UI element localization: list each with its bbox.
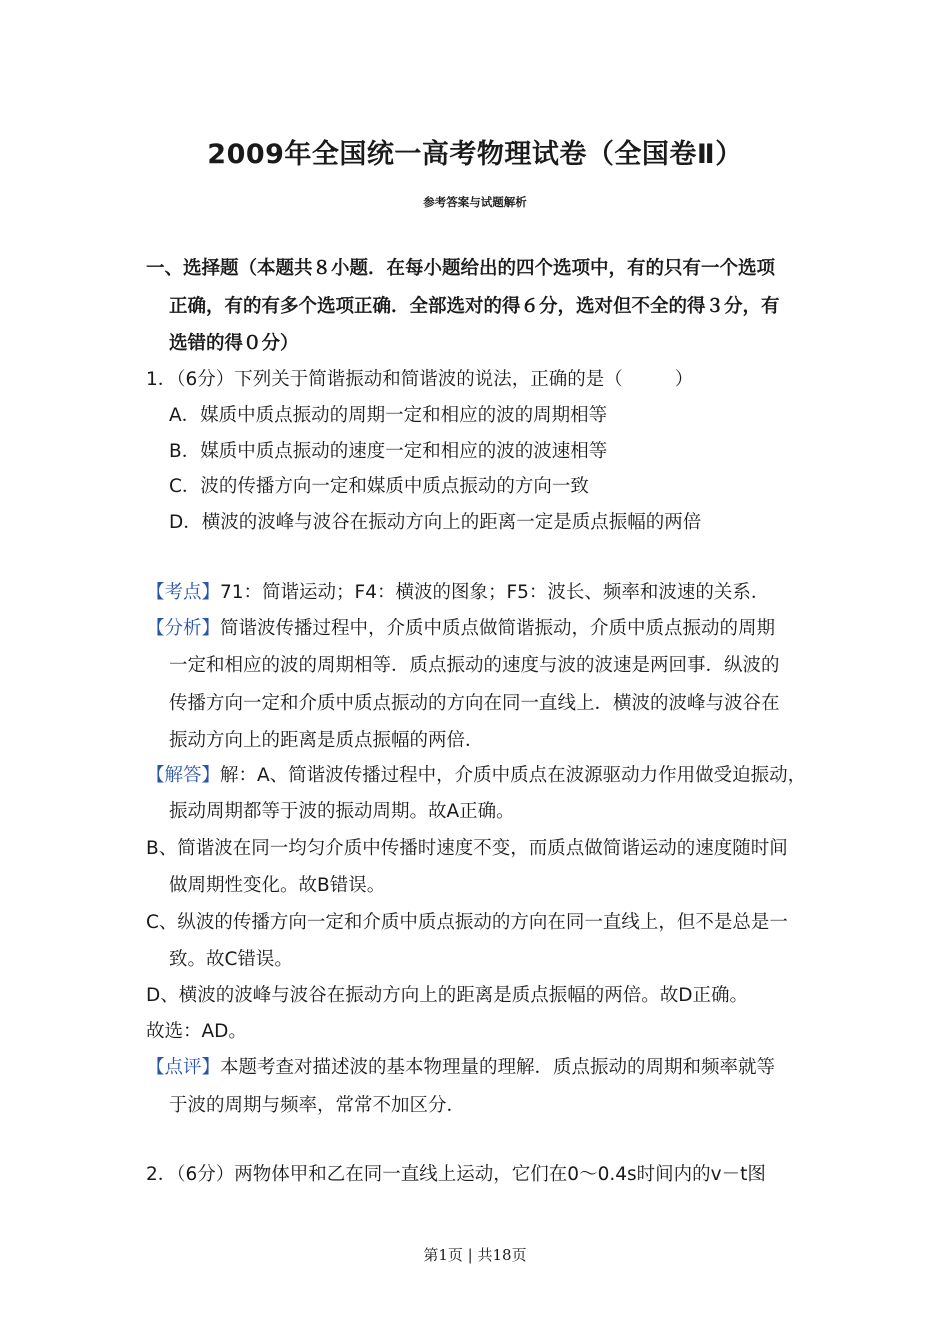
question-1-option-b: B．媒质中质点振动的速度一定和相应的波的波速相等 <box>169 441 608 462</box>
question-2-stem: 2．（6分）两物体甲和乙在同一直线上运动，它们在0～0.4s时间内的v－t图 <box>146 1164 766 1185</box>
jieda-line-5: C、纵波的传播方向一定和介质中质点振动的方向在同一直线上，但不是总是一 <box>146 912 788 933</box>
page-footer: 第1页 | 共18页 <box>423 1246 527 1264</box>
jieda-tag: 【解答】 <box>146 765 221 786</box>
dianping-line-1: 本题考查对描述波的基本物理量的理解．质点振动的周期和频率就等 <box>220 1057 776 1078</box>
question-1-option-c: C．波的传播方向一定和媒质中质点振动的方向一致 <box>169 476 589 497</box>
question-1-stem-text: 1．（6分）下列关于简谐振动和简谐波的说法，正确的是（ <box>146 369 623 390</box>
jieda-line-2: 振动周期都等于波的振动周期。故A正确。 <box>169 801 515 822</box>
jieda-line-4: 做周期性变化。故B错误。 <box>169 875 386 896</box>
dianping-row <box>146 1055 775 1081</box>
dianping-line-2: 于波的周期与频率，常常不加区分． <box>169 1095 466 1116</box>
fenxi-line-3: 传播方向一定和介质中质点振动的方向在同一直线上．横波的波峰与波谷在 <box>169 693 780 714</box>
fenxi-line-2: 一定和相应的波的周期相等．质点振动的速度与波的波速是两回事．纵波的 <box>169 655 780 676</box>
question-1-stem-close: ） <box>674 369 694 390</box>
section-heading-line-2: 正确，有的有多个选项正确．全部选对的得６分，选对但不全的得３分，有 <box>169 296 780 317</box>
fenxi-row <box>146 616 775 642</box>
jieda-line-7: D、横波的波峰与波谷在振动方向上的距离是质点振幅的两倍。故D正确。 <box>146 985 748 1006</box>
jieda-line-1: 解：A、简谐波传播过程中，介质中质点在波源驱动力作用做受迫振动， <box>220 765 807 786</box>
page-subtitle: 参考答案与试题解析 <box>423 195 527 209</box>
question-1-option-a: A．媒质中质点振动的周期一定和相应的波的周期相等 <box>169 405 608 426</box>
jieda-line-6: 致。故C错误。 <box>169 949 293 970</box>
fenxi-line-4: 振动方向上的距离是质点振幅的两倍． <box>169 730 484 751</box>
jieda-row <box>146 763 806 789</box>
kaodian-row <box>146 580 769 606</box>
kaodian-text: 71：简谐运动；F4：横波的图象；F5：波长、频率和波速的关系． <box>220 582 770 603</box>
section-heading-line-3: 选错的得０分） <box>169 333 299 354</box>
jieda-line-8: 故选：AD。 <box>146 1021 247 1042</box>
jieda-line-3: B、简谐波在同一均匀介质中传播时速度不变，而质点做简谐运动的速度随时间 <box>146 838 788 859</box>
kaodian-tag: 【考点】 <box>146 582 221 603</box>
question-1-stem <box>146 367 693 393</box>
page-title: 2009年全国统一高考物理试卷（全国卷Ⅱ） <box>207 139 743 170</box>
question-1-option-d: D．横波的波峰与波谷在振动方向上的距离一定是质点振幅的两倍 <box>169 512 702 533</box>
fenxi-tag: 【分析】 <box>146 618 221 639</box>
dianping-tag: 【点评】 <box>146 1057 221 1078</box>
fenxi-line-1: 简谐波传播过程中，介质中质点做简谐振动，介质中质点振动的周期 <box>220 618 776 639</box>
section-heading-line-1: 一、选择题（本题共８小题．在每小题给出的四个选项中，有的只有一个选项 <box>146 258 776 279</box>
